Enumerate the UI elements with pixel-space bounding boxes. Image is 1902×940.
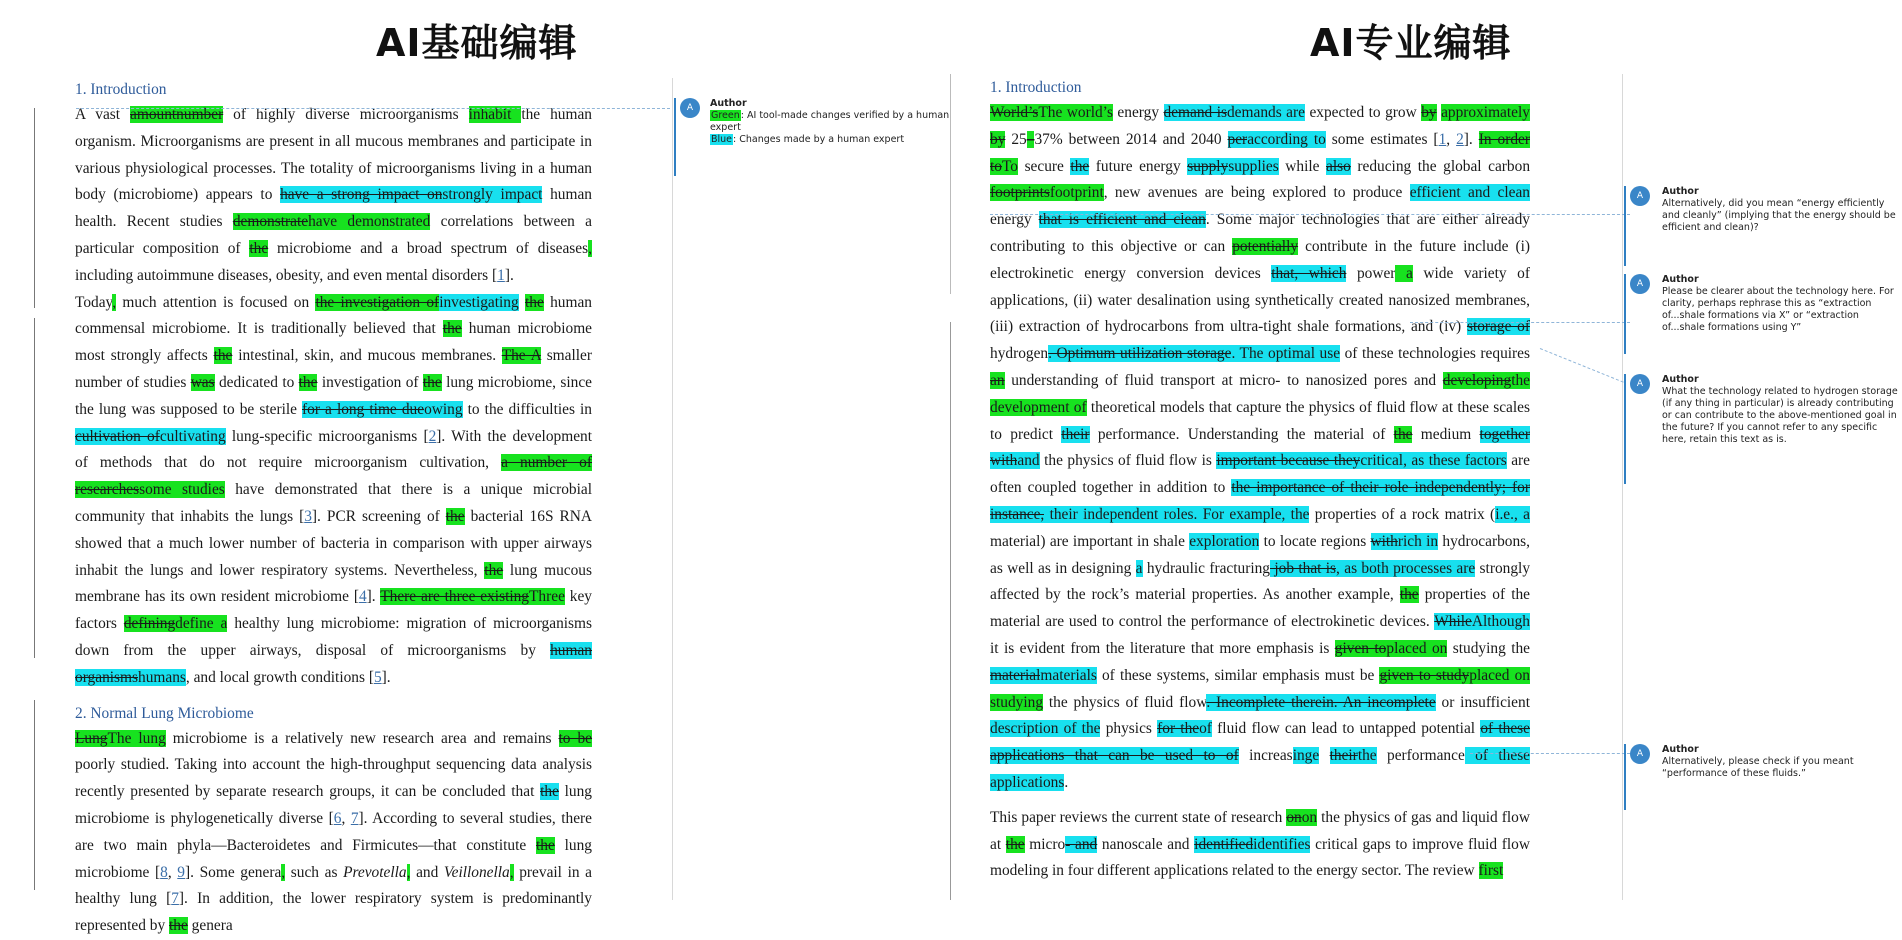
legend-blue-label: Blue (711, 134, 733, 145)
left-change-bar-1 (34, 108, 35, 308)
left-comment-pane (672, 78, 673, 900)
comment-text: Alternatively, did you mean “energy efficiently and cleanly” (implying that the energy should be efficient and clean)? (1662, 198, 1896, 233)
center-divider (950, 74, 951, 294)
left-heading-normal-lung: 2. Normal Lung Microbiome (75, 704, 254, 722)
comment-author: Author (1662, 744, 1699, 755)
right-heading-introduction: 1. Introduction (990, 79, 1082, 96)
right-comment-leader-3 (1540, 348, 1624, 383)
avatar: A (1630, 374, 1650, 394)
left-change-bar-2 (34, 318, 35, 658)
comment-bar (1624, 374, 1626, 484)
right-comment-leader-4 (1470, 753, 1630, 754)
right-paragraph-2: This paper reviews the current state of research onon the physics of gas and liquid flow at the micro- and nanoscale and identifiedidentifies critical gaps to improve fluid flow modeling in four different applications related to the energy sector. The review first (990, 808, 1530, 880)
avatar: A (1630, 274, 1650, 294)
right-comment-leader-2 (1410, 322, 1630, 323)
left-comment-leader (76, 108, 670, 109)
comment-text: What the technology related to hydrogen storage (if any thing in particular) is already contributing or can contribute to the above-mentioned goal in the future? If you cannot refer to any specific here, retain this text as is. (1662, 386, 1898, 445)
comment-bar (674, 98, 676, 176)
left-paragraph-3: LungThe lung microbiome is a relatively new research area and remains to be poorly studied. Taking into account the high-throughput sequencing data analysis recently presented by separate research groups, it can be concluded that the lung microbiome is phylogenetically diverse [6, 7]. According to several studies, there are two main phyla—Bacteroidetes and Firmicutes—that constitute the lung microbiome [8, 9]. Some genera, such as Prevotella, and Veillonella, prevail in a healthy lung [7]. In addition, the lower respiratory system is predominantly represented by the genera (75, 729, 593, 935)
comment-author: Author (1662, 374, 1699, 385)
legend-blue-text: : Changes made by a human expert (733, 134, 905, 145)
comment-author: Author (1662, 186, 1699, 197)
legend-green-text: : AI tool-made changes verified by a human expert (710, 110, 950, 133)
left-heading-introduction: 1. Introduction (75, 81, 167, 98)
right-document (990, 76, 1530, 898)
avatar: A (1630, 744, 1650, 764)
avatar: A (680, 98, 700, 118)
right-comment-pane (1622, 74, 1623, 900)
right-comment-leader-1 (990, 214, 1630, 215)
avatar: A (1630, 186, 1650, 206)
comment-author: Author (710, 98, 747, 109)
legend-green-label: Green (711, 110, 740, 121)
comment-bar (1624, 744, 1626, 810)
right-paragraph-1: World’sThe world’s energy demand isdemands are expected to grow by approximately by 25–37% between 2014 and 2040 peraccording to some estimates [1, 2]. In order toTo secure the future energy supplysupplies while also reducing the global carbon footprintsfootprint, new avenues are being explored to produce efficient and clean energy that is efficient and clean. Some major technologies that are either already contributing to this objective or can potentially contribute in the future include (i) electrokinetic energy conversion devices that, which power a wide variety of applications, (ii) water desalination using synthetically created nanosized membranes, (iii) extraction of hydrocarbons from ultra-tight shale formations, and (iv) storage of hydrogen. Optimum utilization storage. The optimal use of these technologies requires an understanding of fluid transport at micro- to nanosized pores and developingthe development of theoretical models that capture the physics of fluid flow at these scales to predict their performance. Understanding the material of the medium together withand the physics of fluid flow is important because theycritical, as these factors are often coupled together in addition to the importance of their role independently; for instance, their independent roles. For example, the properties of a rock matrix (i.e., a material) are important in shale exploration to locate regions withrich in hydrocarbons, as well as in designing a hydraulic fracturing job that is, as both processes are strongly affected by the rock’s material properties. As another example, the properties of the material are used to control the performance of electrokinetic devices. WhileAlthough it is evident from the literature that more emphasis is given toplaced on studying the materialmaterials of these systems, similar emphasis must be given to studyplaced on studying the physics of fluid flow. Incomplete therein. An incomplete or insufficient description of the physics for theof fluid flow can lead to untapped potential of these applications that can be used to of increasinge theirthe performance of these applications. (990, 104, 1531, 791)
left-document (75, 78, 593, 935)
comment-author: Author (1662, 274, 1699, 285)
title-basic-edit: AI基础编辑 (376, 21, 578, 65)
title-pro-edit: AI专业编辑 (1310, 21, 1512, 65)
left-change-bar-3 (34, 700, 35, 890)
comment-text: Please be clearer about the technology here. For clarity, perhaps rephrase this as “extraction of...shale formations via X” or “extraction of...shale formations using Y” (1662, 286, 1894, 333)
comment-bar (1624, 274, 1626, 354)
right-change-bar (950, 322, 951, 900)
left-paragraph-1: A vast amountnumber of highly diverse microorganisms inhabit the human organism. Microorganisms are present in all mucous membranes and participate in various physiological processes. The totality of microorganisms living in a human body (microbiome) appears to have a strong impact onstrongly impact human health. Recent studies demonstratehave demonstrated correlations between a particular composition of the microbiome and a broad spectrum of diseases, including autoimmune diseases, obesity, and even mental disorders [1]. (75, 106, 593, 284)
comment-bar (1624, 186, 1626, 266)
comment-text: Alternatively, please check if you meant “performance of these fluids.” (1662, 756, 1854, 779)
left-paragraph-2: Today, much attention is focused on the investigation ofinvestigating the human commensal microbiome. It is traditionally believed that the human microbiome most strongly affects the intestinal, skin, and mucous membranes. The A smaller number of studies was dedicated to the investigation of the lung microbiome, since the lung was supposed to be sterile for a long time dueowing to the difficulties in cultivation ofcultivating lung-specific microorganisms [2]. With the development of methods that do not require microorganism cultivation, a number of researchessome studies have demonstrated that there is a unique microbial community that inhabits the lungs [3]. PCR screening of the bacterial 16S RNA showed that a much lower number of bacteria in comparison with upper airways inhabit the lungs and lower respiratory systems. Nevertheless, the lung mucous membrane has its own resident microbiome [4]. There are three existingThree key factors definingdefine a healthy lung microbiome: migration of microorganisms down from the upper airways, disposal of microorganisms by human organismshumans, and local growth conditions [5]. (75, 293, 593, 686)
